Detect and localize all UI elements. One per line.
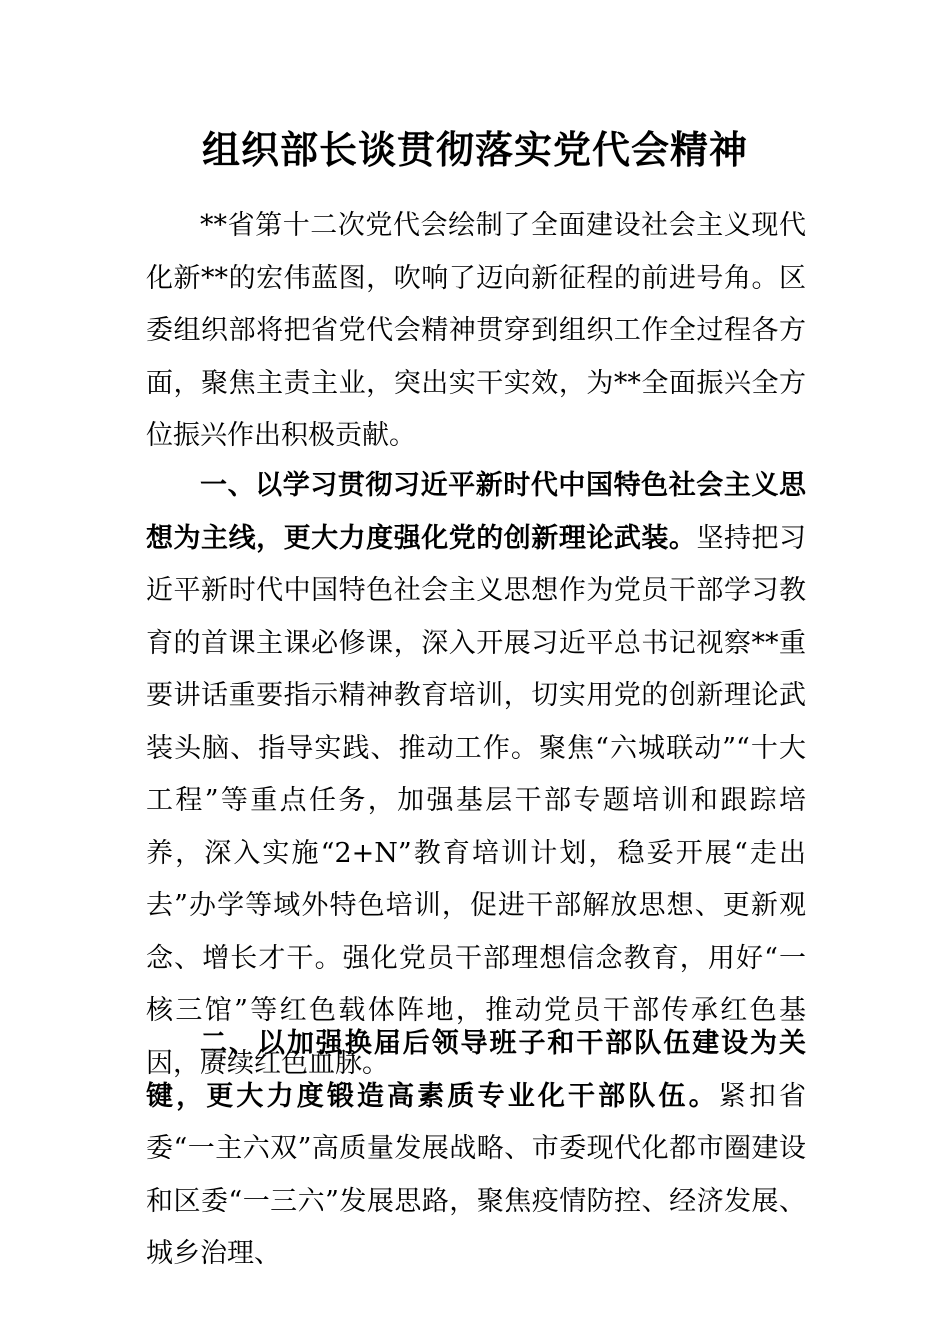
- paragraph-intro: [146, 200, 806, 463]
- section-1-heading: 一、以学习贯彻习近平新时代中国特色社会主义思想为主线，更大力度强化党的创新理论武装。: [146, 470, 806, 554]
- paragraph-section-1: [146, 460, 806, 1090]
- section-1-text: 坚持把习近平新时代中国特色社会主义思想作为党员干部学习教育的首课主课必修课，深入开展习近平总书记视察**重要讲话重要指示精神教育培训，切实用党的创新理论武装头脑、指导实践、推动工作。聚焦“六城联动”“十大工程”等重点任务，加强基层干部专题培训和跟踪培养，深入实施“2+N”教育培训计划，稳妥开展“走出去”办学等域外特色培训，促进干部解放思想、更新观念、增长才干。强化党员干部理想信念教育，用好“一核三馆”等红色载体阵地，推动党员干部传承红色基因，赓续红色血脉。: [146, 522, 807, 1079]
- section-2-heading: 二、以加强换届后领导班子和干部队伍建设为关键，更大力度锻造高素质专业化干部队伍。: [146, 1028, 806, 1112]
- paragraph-section-2: [146, 1018, 806, 1281]
- document-title: 组织部长谈贯彻落实党代会精神: [201, 127, 748, 172]
- paragraph-intro-text: **省第十二次党代会绘制了全面建设社会主义现代化新**的宏伟蓝图，吹响了迈向新征程的前进号角。区委组织部将把省党代会精神贯穿到组织工作全过程各方面，聚焦主责主业，突出实干实效，为**全面振兴全方位振兴作出积极贡献。: [146, 210, 806, 451]
- section-2-text: 紧扣省委“一主六双”高质量发展战略、市委现代化都市圈建设和区委“一三六”发展思路，聚焦疫情防控、经济发展、城乡治理、: [146, 1080, 807, 1269]
